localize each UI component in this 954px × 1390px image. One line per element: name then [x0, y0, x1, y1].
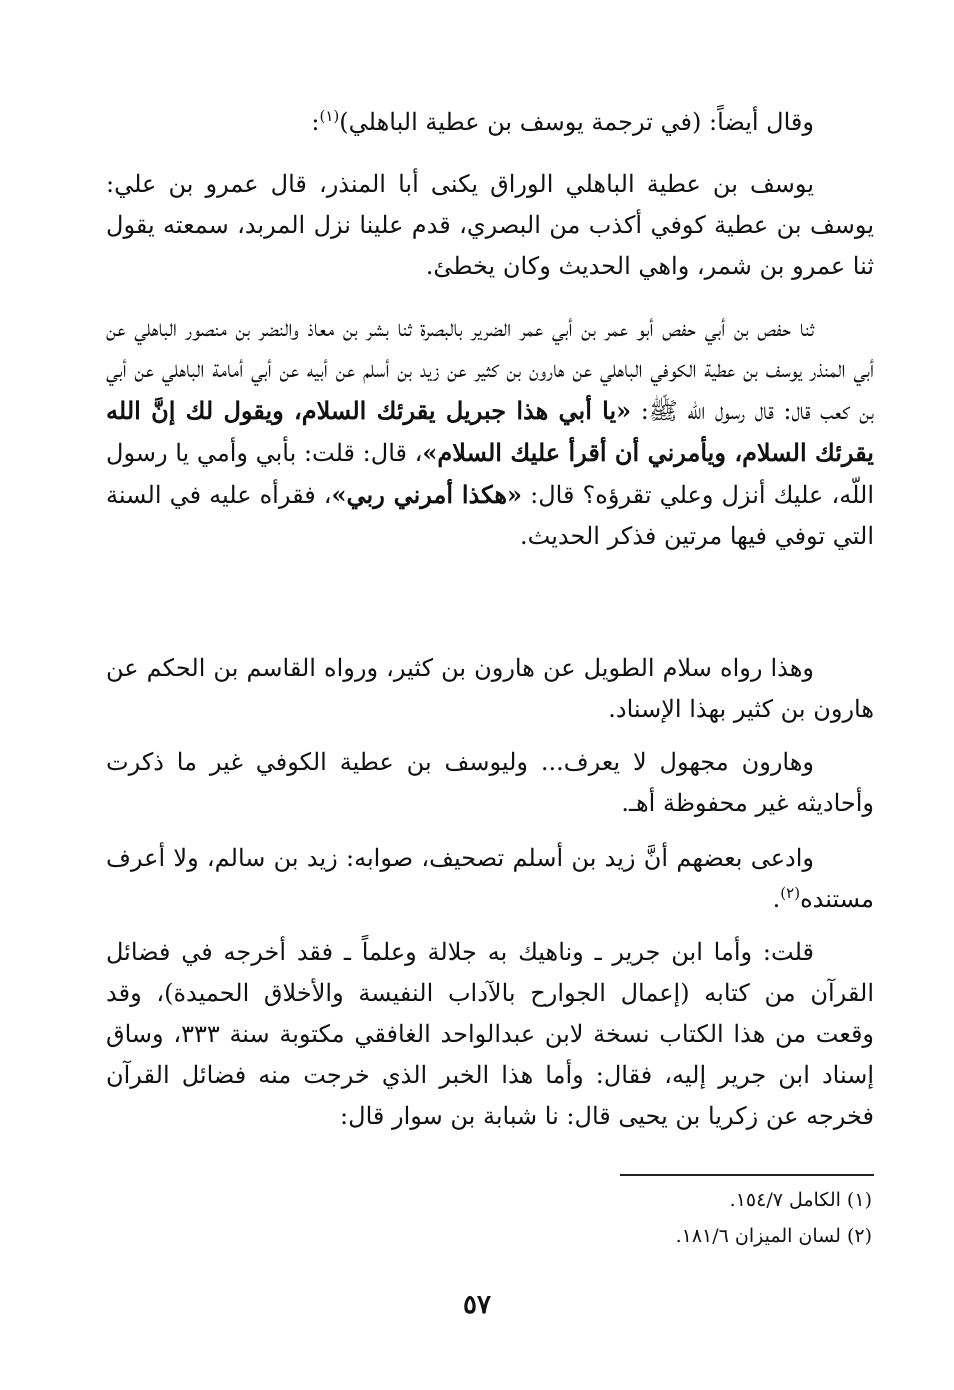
footnote-ref-2[interactable]: (٢)	[780, 884, 801, 902]
paragraph-block-5	[106, 838, 874, 920]
paragraph-hadith	[106, 308, 874, 557]
hadith-quote-1: «يا أبي هذا جبريل يقرئك السلام، ويقول لك إنَّ الله يقرئك السلام، ويأمرني أن أقرأ عليك السلام»	[106, 396, 874, 467]
paragraph-block-2	[106, 308, 874, 557]
intro-text: وقال أيضاً: (في ترجمة يوسف بن عطية الباهلي)	[339, 108, 814, 136]
paragraph-zayd	[106, 838, 874, 920]
hadith-quote-2: «هكذا أمرني ربي»	[331, 480, 523, 509]
paragraph-block-4	[106, 742, 874, 824]
paragraph-block-1	[106, 164, 874, 287]
intro-colon: :	[311, 108, 320, 136]
zayd-period: .	[772, 885, 781, 913]
paragraph-intro	[106, 102, 874, 143]
footnote-ref-1[interactable]: (١)	[319, 107, 340, 125]
paragraph-ibn-jarir: قلت: وأما ابن جرير ـ وناهيك به جلالة وعلماً ـ فقد أخرجه في فضائل القرآن من كتابه (إعمال الجوارح بالآداب النفيسة والأخلاق الحميدة)، وقد وقعت من هذا الكتاب نسخة لابن عبدالواحد الغافقي مكتوبة سنة ٣٣٣، وساق إسناد ابن جرير إليه، فقال: وأما هذا الخبر الذي خرجت منه فضائل القرآن فخرجه عن زكريا بن يحيى قال: نا شبابة بن سوار قال:	[106, 938, 875, 1130]
footnote-2: (٢) لسان الميزان ١٨١/٦.	[675, 1225, 872, 1247]
footnote-1: (١) الكامل ١٥٤/٧.	[729, 1189, 872, 1211]
heading-line	[106, 102, 874, 143]
hadith-chain: ثنا حفص بن أبي حفص أبو عمر بن أبي عمر الضرير بالبصرة ثنا بشر بن معاذ والنضر بن منصور الباهلي عن أبي المنذر يوسف بن عطية الكوفي الباهلي عن هارون بن كثير عن زيد بن أسلم عن أبيه عن أبي أمامة الباهلي عن أبي بن كعب قال: قال رسول اللّه ﷺ:	[106, 314, 874, 425]
paragraph-harun: وهارون مجهول لا يعرف... وليوسف بن عطية الكوفي غير ما ذكرت وأحاديثه غير محفوظة أهـ.	[106, 748, 874, 817]
zayd-text: وادعى بعضهم أنَّ زيد بن أسلم تصحيف، صوابه: زيد بن سالم، ولا أعرف مستنده	[106, 844, 874, 913]
paragraph-sallam: وهذا رواه سلام الطويل عن هارون بن كثير، ورواه القاسم بن الحكم عن هارون بن كثير بهذا الإسناد.	[106, 654, 874, 723]
page-number: ٥٧	[463, 1290, 491, 1320]
paragraph-block-3	[106, 648, 874, 730]
paragraph-block-6	[106, 932, 874, 1137]
paragraph-yusuf: يوسف بن عطية الباهلي الوراق يكنى أبا المنذر، قال عمرو بن علي: يوسف بن عطية كوفي أكذب من البصري، قدم علينا نزل المربد، سمعته يقول ثنا عمرو بن شمر، واهي الحديث وكان يخطئ.	[106, 170, 874, 280]
hadith-middle: ، قال: قلت: بأبي وأمي يا رسول اللّه، عليك أنزل وعلي تقرؤه؟ قال:	[106, 439, 874, 509]
hadith-end: ، فقرأه عليه في السنة التي توفي فيها مرتين فذكر الحديث.	[106, 481, 874, 550]
footnote-divider	[620, 1174, 874, 1176]
